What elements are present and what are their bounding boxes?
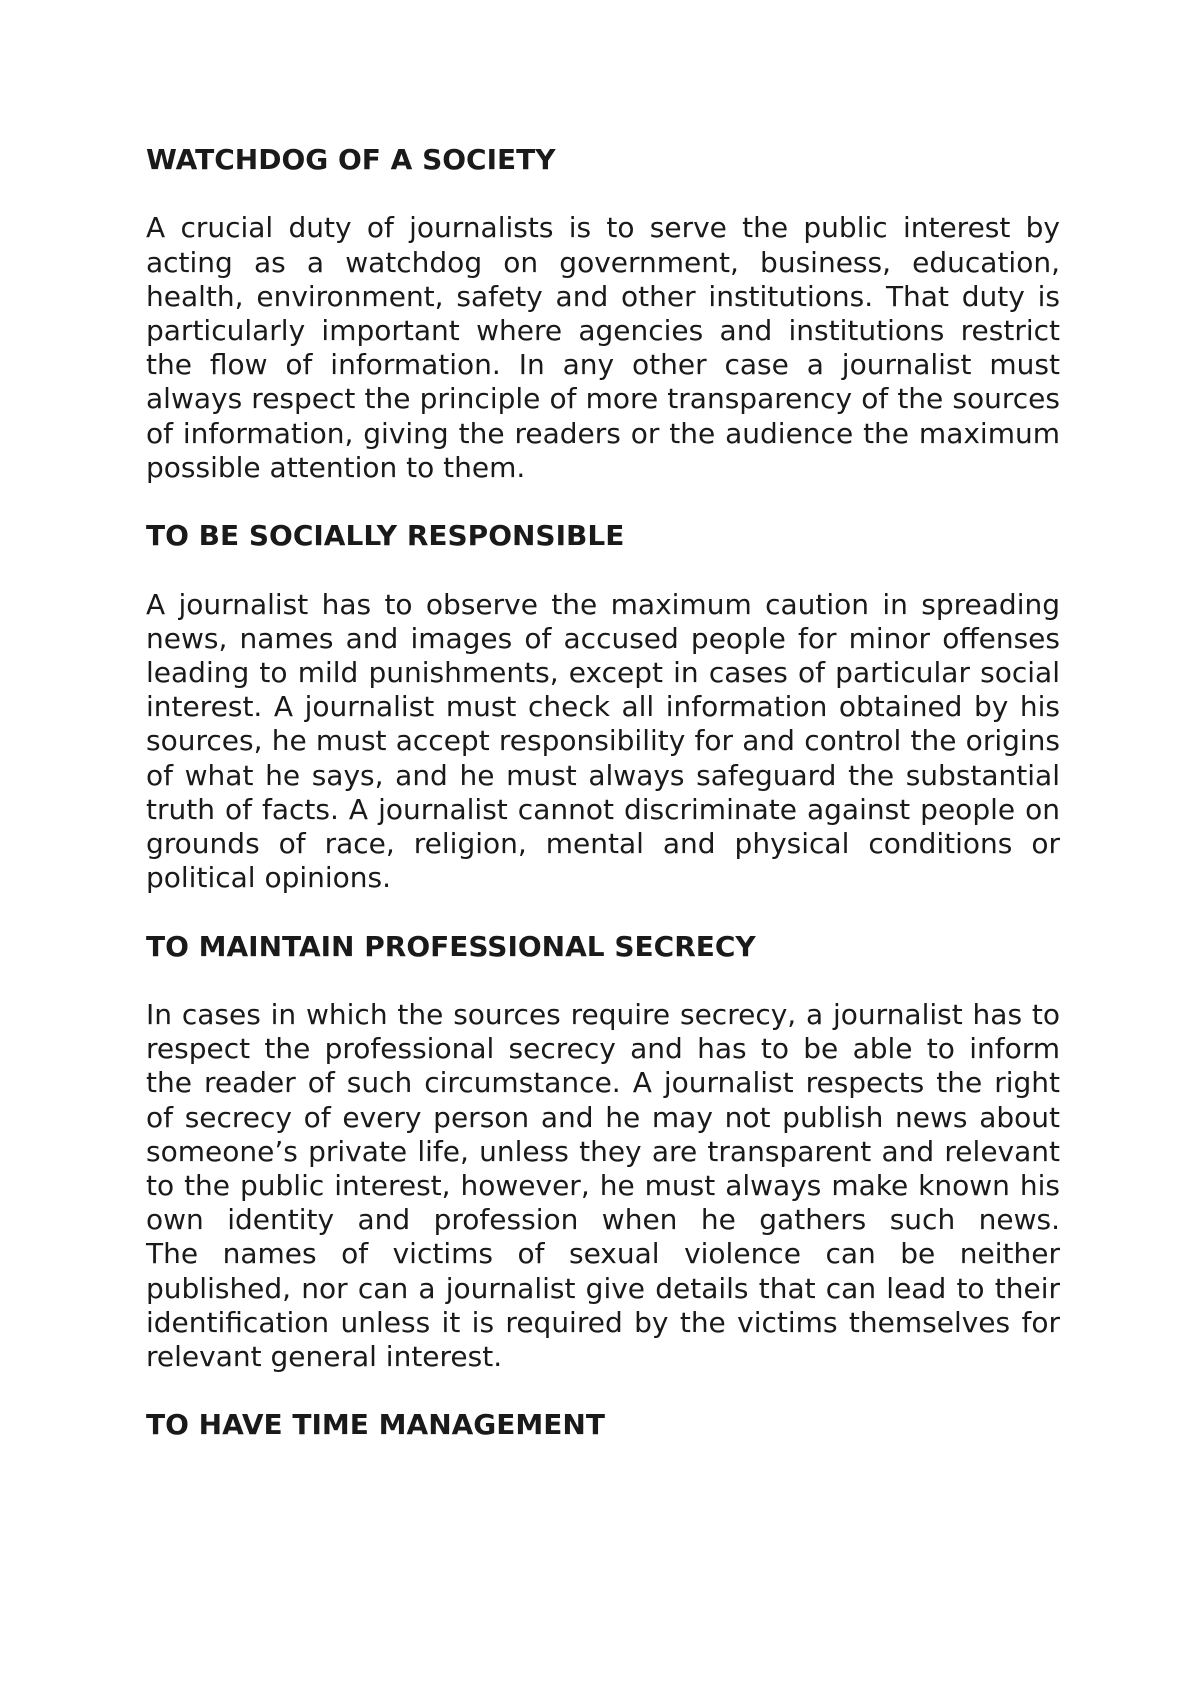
spacer — [146, 964, 1060, 998]
section-heading-socially-responsible: TO BE SOCIALLY RESPONSIBLE — [146, 519, 625, 553]
section-heading-professional-secrecy: TO MAINTAIN PROFESSIONAL SECRECY — [146, 929, 756, 963]
spacer — [146, 1374, 1060, 1408]
secrecy-paragraph-part2: The names of victims of sexual violence can be neither published, nor can a journalist give details that can lead to their identification unless it is required by the victims themselves for relevant general interest. — [146, 1237, 1060, 1374]
section-body-socially-responsible: A journalist has to observe the maximum caution in spreading news, names and images of accused people for minor offenses leading to mild punishments, except in cases of particular social interest. A journalist must check all information obtained by his sources, he must accept responsibility for and control the origins of what he says, and he must always safeguard the substantial truth of facts. A journalist cannot discriminate against people on grounds of race, religion, mental and physical conditions or political opinions. — [146, 587, 1060, 895]
secrecy-paragraph-part1: In cases in which the sources require secrecy, a journalist has to respect the professional secrecy and has to be able to inform the reader of such circumstance. A journalist respects the right of secrecy of every person and he may not publish news about someone’s private life, unless they are transparent and relevant to the public interest, however, he must always make known his own identity and profession when he gathers such news. — [146, 998, 1060, 1237]
spacer — [146, 485, 1060, 519]
section-body-professional-secrecy — [146, 998, 1060, 1374]
spacer — [146, 553, 1060, 587]
spacer — [146, 177, 1060, 211]
section-body-watchdog: A crucial duty of journalists is to serve the public interest by acting as a watchdog on government, business, education, health, environment, safety and other institutions. That duty is particularly important where agencies and institutions restrict the flow of information. In any other case a journalist must always respect the principle of more transparency of the sources of information, giving the readers or the audience the maximum possible attention to them. — [146, 211, 1060, 484]
section-heading-time-management: TO HAVE TIME MANAGEMENT — [146, 1408, 605, 1442]
spacer — [146, 895, 1060, 929]
section-heading-watchdog: WATCHDOG OF A SOCIETY — [146, 143, 556, 176]
document-content — [146, 143, 1060, 1443]
